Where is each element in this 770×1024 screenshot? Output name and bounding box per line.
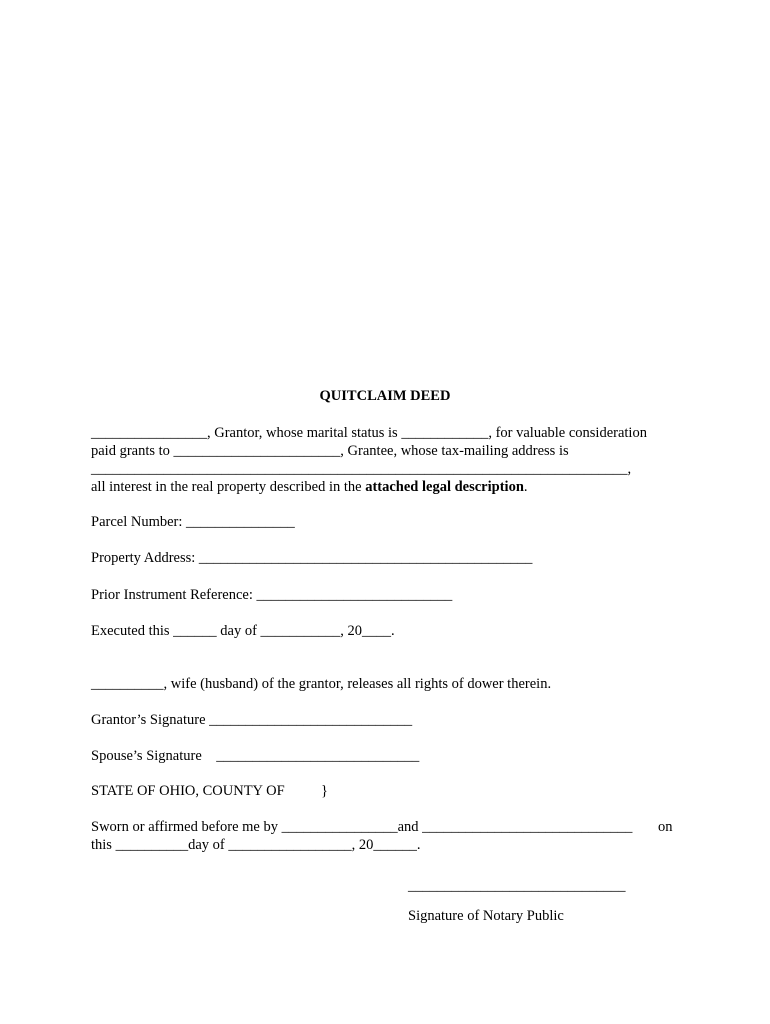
sworn-line: Sworn or affirmed before me by ________________and _____________________________ [91,819,633,835]
sworn-on-text: on [658,819,673,835]
grantee-line: paid grants to _______________________, Grantee, whose tax-mailing address is [91,443,569,459]
interest-line [91,478,528,496]
parcel-number-line: Parcel Number: _______________ [91,514,295,530]
sworn-date-line: this __________day of _________________, 20______. [91,837,421,853]
county-brace: } [321,783,328,799]
legal-description-text: attached legal description [365,479,524,495]
property-address-line: Property Address: ______________________________________________ [91,550,533,566]
state-county-line: STATE OF OHIO, COUNTY OF [91,783,285,799]
interest-period: . [523,479,528,495]
notary-signature-blank: ______________________________ [408,878,626,894]
spouse-signature-line: Spouse’s Signature ____________________________ [91,748,420,764]
notary-signature-label: Signature of Notary Public [408,908,564,924]
document-title: QUITCLAIM DEED [319,388,451,404]
executed-line: Executed this ______ day of ___________, 20____. [91,623,395,639]
interest-text: all interest in the real property described in the [91,479,366,495]
prior-instrument-line: Prior Instrument Reference: ___________________________ [91,587,453,603]
grantor-line: ________________, Grantor, whose marital status is ____________, for valuable consideration [91,425,647,441]
dower-line: __________, wife (husband) of the grantor, releases all rights of dower therein. [91,676,552,692]
tax-address-line: __________________________________________________________________________, [91,461,632,477]
grantor-signature-line: Grantor’s Signature ____________________________ [91,712,413,728]
